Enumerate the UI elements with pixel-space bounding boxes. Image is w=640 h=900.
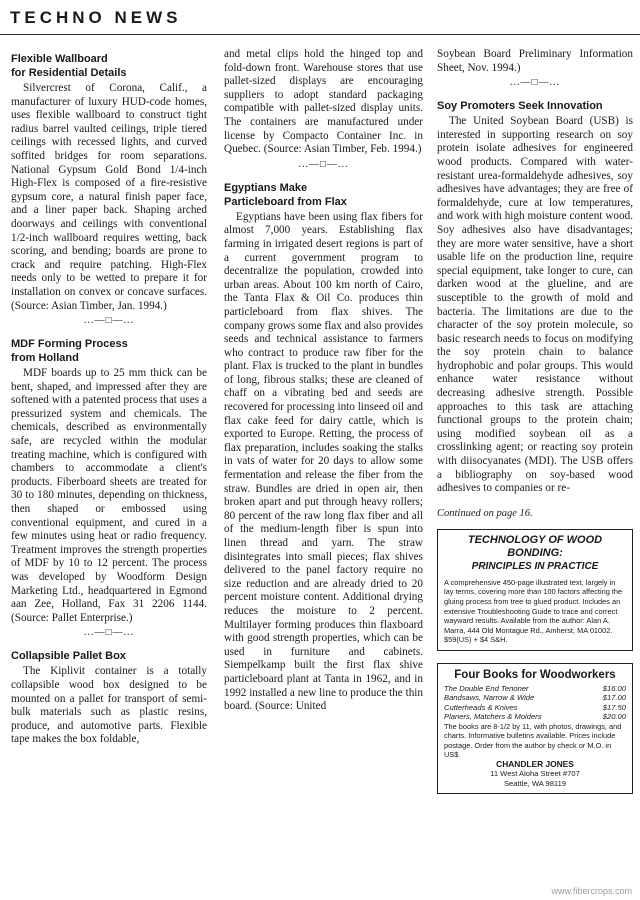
wood-bonding-ad <box>437 529 633 651</box>
article-body-continued: Soybean Board Preliminary Information Sheet, Nov. 1994.) <box>437 48 633 74</box>
article-body: The Kiplivit container is a totally collapsible wood box designed to be mounted on a pallet for transport of semi-bulk materials such as plastic resins, produce, and automotive parts. Flexible tape makes the box foldable, <box>11 665 207 746</box>
article-title-line: for Residential Details <box>11 67 127 79</box>
section-separator: ...—□—... <box>83 627 135 639</box>
watermark: www.fibercrops.com <box>551 886 632 896</box>
continued-note: Continued on page 16. <box>437 507 533 519</box>
book-price: $17.00 <box>602 693 626 703</box>
article-title-line: Particleboard from Flax <box>224 195 347 208</box>
article-title-line: Soy Promoters Seek Innovation <box>437 100 603 113</box>
ad-title: Four Books for Woodworkers <box>454 668 616 681</box>
book-row <box>444 712 626 721</box>
section-separator: ...—□—... <box>509 77 561 89</box>
ad-author: CHANDLER JONES <box>496 758 574 769</box>
article-title <box>11 52 207 80</box>
article-body: Egyptians have been using flax fibers for almost 7,000 years. Establishing flax farming in irrigated desert regions is part of a current government program to decentralize the population, crowded into urban areas. About 100 km north of Cairo, the Tanta Flax & Oil Co. produces thin particleboard from flax shives. The company grows some flax and also provides seeds and technical assistance to farmers who contract to produce raw fiber for the plant. Flax is trucked to the plant in bundles of long, fibrous stalks; these are cleaned of chaff on a vibrating bed and seeds are recovered for processing into linseed oil and flax cake feed for dairy cattle, which is exported to Europe. Retting, the process of flax preparation, includes soaking the stalks in vats of water for 20 days to allow some fermentation and release the fiber from the straw. Bundles are dried in open air, then broken apart and put through heavy rollers; 80 percent of the raw long flax fiber and all of the medium-length fiber is spun into linen thread and yarn. The straw disintegrates into small pieces; flax shives delivered to the panel factory require no size reduction and are already dried to 20 percent moisture content. Additional drying reduces the moisture to 2 percent. Multilayer forming produces thin flaxboard with good strength properties, which can be used in furniture and cabinets. Siempelkamp built the first flax shive particleboard plant at Tanta in 1962, and in 1992 installed a new line to produce the thin board. (Source: United <box>224 210 423 713</box>
article-title-line: Egyptians Make <box>224 181 308 194</box>
section-separator: ...—□—... <box>298 158 349 170</box>
article-title-line: from Holland <box>11 352 79 365</box>
article-title <box>11 649 207 663</box>
article-body-continued: and metal clips hold the hinged top and fold-down front. Warehouse stores that use pallet-sized displays are encouraging suppliers to adopt standard packaging compatible with pallet-sized display units. The containers are manufactured under license by Compacto Container Inc. in Quebec. (Source: Asian Timber, Feb. 1994.) <box>224 48 423 156</box>
column-2 <box>224 48 423 714</box>
article-body: Silvercrest of Corona, Calif., a manufacturer of luxury HUD-code homes, uses flexible wallboard to construct tight radius barrel vaulted ceilings, triple tiered ceilings with recessed lights, and curved soffited bridges for room separations. National Gypsum Gold Bond 1/4-inch High-Flex is composed of a fire-resistive gypsum core, a natural finish paper face, and a liner paper back. Shaping arched doorways and ceilings with conventional 1/2-inch wallboard requires wetting, back scoring, and bending; boards are prone to crack and require patching. High-Flex needs only to be wetted to prepare it for installation on convex or concave surfaces. (Source: Asian Timber, Jan. 1994.) <box>11 82 207 312</box>
book-price: $20.00 <box>602 712 626 722</box>
book-name: Bandsaws, Narrow & Wide <box>444 693 535 703</box>
book-name: Cutterheads & Knives <box>444 702 518 712</box>
woodworker-books-ad <box>437 663 633 794</box>
article-body: The United Soybean Board (USB) is interested in supporting research on soy protein isolate adhesives for engineered wood products. Compared with water-resistant urea-formaldehyde adhesives, soy adhesives have advantages; they are free of formaldehyde, cure at low temperatures, and work with high moisture content wood. Soy adhesives also have disadvantages; they are more water sensitive, have a short usable life on the production line, require special equipment, take longer to cure, can darken wood at the glueline, and are susceptible to the growth of mold and bacteria. The limitations are due to the character of the soy protein molecule, so basic research needs to focus on modifying the soy protein chain to balance hydrophobic and polar groups. This would enhance water resistance without decreasing adhesive strength. Possible approaches to this task are attaching functional groups to the protein chain; using modified soybean oil as a crosslinking agent; or reacting soy protein with diisocyanates (MDI). The USB offers a bibliography on soy-based wood adhesives to companies or re- <box>437 115 633 495</box>
article-title <box>224 181 423 209</box>
column-3 <box>437 48 633 794</box>
article-title-line: Collapsible Pallet Box <box>11 650 126 663</box>
ad-address-line: 11 West Aloha Street #707 <box>490 769 580 779</box>
article-title-line: MDF Forming Process <box>11 338 128 351</box>
article-title <box>437 99 633 113</box>
page-header <box>0 0 640 40</box>
book-row <box>444 703 626 712</box>
ad-address-line: Seattle, WA 98119 <box>503 778 567 788</box>
book-price: $16.00 <box>602 683 626 693</box>
header-rule <box>0 34 640 35</box>
book-price: $17.50 <box>602 702 626 712</box>
section-title: TECHNO NEWS <box>10 8 182 27</box>
ad-subtitle: PRINCIPLES IN PRACTICE <box>471 560 599 572</box>
ad-description: A comprehensive 450-page illustrated text, largely in lay terms, covering more than 100 factors affecting the gluing process from tree to glued product. Includes an extensive Troubleshooting Guide to trace and correct wayward results. Available from the author: Alan A. Marra, 444 Old Montague Rd., Amherst, MA 01002. $59(US) + $4 S&H. <box>444 577 623 645</box>
article-title-line: Flexible Wallboard <box>11 53 108 65</box>
book-row <box>444 684 626 693</box>
ad-title: TECHNOLOGY OF WOOD BONDING: <box>467 533 603 559</box>
ad-description: The books are 8-1/2 by 11, with photos, drawings, and charts. Informative bulletins available. Prices include postage. Order from the author by check or M.O. in US$. <box>444 721 622 760</box>
book-name: Planers, Matchers & Molders <box>444 712 542 722</box>
section-separator: ...—□—... <box>83 315 135 327</box>
book-name: The Double End Tenoner <box>444 683 529 693</box>
book-row <box>444 693 626 702</box>
article-title <box>11 337 207 365</box>
column-1 <box>11 52 207 747</box>
article-body: MDF boards up to 25 mm thick can be bent, shaped, and impressed after they are softened with a patented process that uses a pressurized system and chemicals. The chemicals, described as environmentally safe, are recycled within the modular treating machine, which is configured with chambers to accommodate a client's products. Fiberboard sheets are treated for 30 to 180 minutes, depending on thickness, then shaped or embossed using conventional equipment, and cured in a few minutes using heat or radio frequency. Treatment improves the strength properties of MDF by 10 to 12 percent. The process was developed by Woodform Design Marketing Ltd., headquartered in Egmond aan Zee, Holland, Fax 31 2206 1144. (Source: Pallet Enterprise.) <box>11 367 207 624</box>
